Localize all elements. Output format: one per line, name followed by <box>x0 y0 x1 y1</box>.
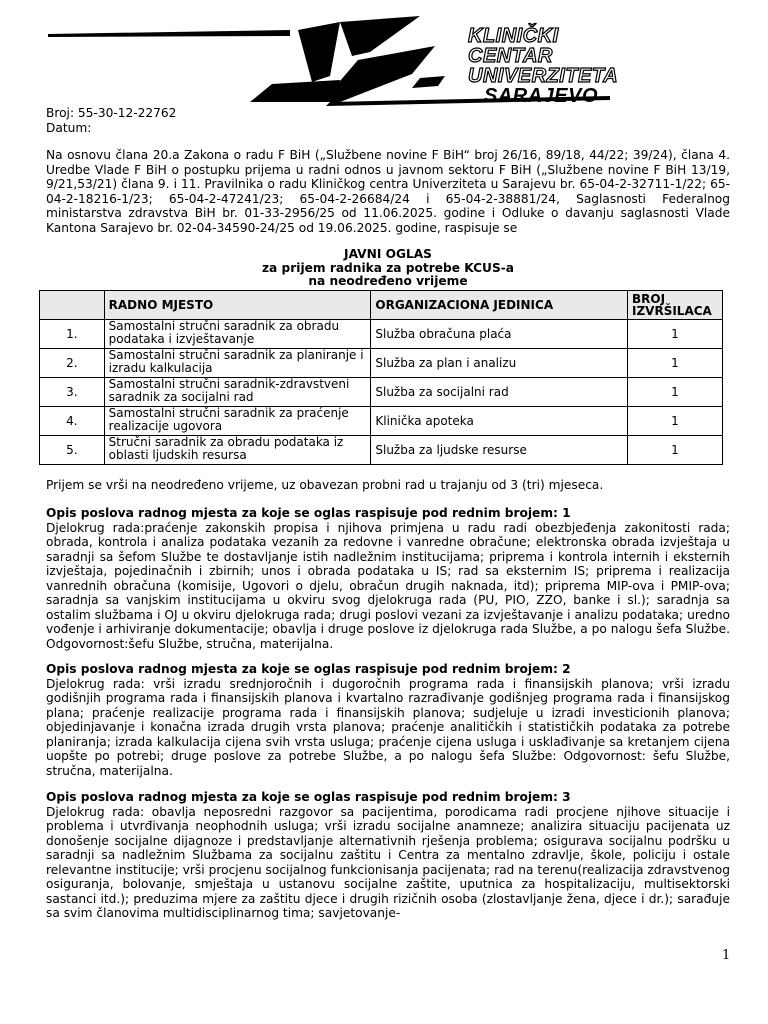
section-1-body: Djelokrug rada:praćenje zakonskih propisa i njihova primjena u radu radi obezbjeđenja zakonitosti rada; obrada, kontrola i analiza podataka vezanih za redovne i vanredne obračune; elektronska obrada izvještaja u saradnji sa šefom Službe te dostavljanje istih nadležnim institucijama; priprema i kontrola internih i eksternih izvještaja, pojedinačnih i zbirnih; unos i obrada podataka u IS; rad sa eksternim IS; priprema i realizacija vanrednih obračuna (komisije, Ugovori o djelu, obračun drugih naknada, itd); priprema MIP-ova i PMIP-ova; saradnja sa vanjskim institucijama u okviru svog djelokruga rada (PU, PIO, ZZO, banke i sl.); saradnja sa ostalim službama i OJ u okviru djelokruga rada; drugi poslovi vezani za izvještavanje i analizu podataka; uredno vođenje i arhiviranje dokumentacije; obavlja i druge poslove iz djelokruga rada Službe, a po nalogu šefa Službe. Odgovornost:šefu Službe, stručna, materijalna. <box>46 520 730 651</box>
heading-title: JAVNI OGLAS <box>344 247 432 261</box>
page-number: 1 <box>722 948 731 963</box>
intro-paragraph: Na osnovu člana 20.a Zakona o radu F BiH („Službene novine F BiH“ broj 26/16, 89/18, 44/22; 39/24), člana 4. Uredbe Vlade F BiH o postupku prijema u radni odnos u javnom sektoru F BiH („Službene novine F BiH 13/19, 9/21,53/21) člana 9. i 11. Pravilnika o radu Kliničkog centra Univerziteta u Sarajevu br. 65-04-2-32711-1/22; 65-04-2-18216-1/23; 65-04-2-47241/23; 65-04-2-26684/24 i 65-04-2-38881/24, Saglasnosti Federalnog ministarstva zdravstva BiH br. 01-33-2956/25 od 11.06.2025. godine i Odluke o davanju saglasnosti Vlade Kantona Sarajevo br. 02-04-34590-24/25 od 19.06.2025. godine, raspisuje se <box>46 148 730 235</box>
row-number: 1. <box>40 320 105 349</box>
logo-line-1: KLINIČKI <box>468 25 559 47</box>
row-position: Samostalni stručni saradnik za obradu podataka i izvještavanje <box>104 320 371 349</box>
reference-date: Datum: <box>46 121 92 135</box>
heading-term: na neodređeno vrijeme <box>308 274 468 288</box>
reference-number: Broj: 55-30-12-22762 <box>46 106 177 120</box>
logo-line-3: UNIVERZITETA <box>468 65 619 87</box>
logo-line-4: SARAJEVO <box>484 85 599 107</box>
row-position: Samostalni stručni saradnik za planiranje i izradu kalkulacija <box>104 349 371 378</box>
section-2 <box>46 662 730 778</box>
row-number: 2. <box>40 349 105 378</box>
row-count: 1 <box>628 320 723 349</box>
row-number: 5. <box>40 436 105 465</box>
positions-table <box>39 290 723 465</box>
section-3-body: Djelokrug rada: obavlja neposredni razgovor sa pacijentima, porodicama radi procjene njihove situacije i problema i utvrđivanja neophodnih usluga; vrši izradu socijalne anamneze; analizira situaciju pacijenata uz donošenje socijalne dijagnoze i predstavljanje alternativnih rješenja problema; osigurava socijalnu podršku u saradnji sa nadležnim Službama za socijalnu zaštitu i Centra za mentalno zdravlje, škole, policiju i ostale relevantne institucije; vrši procjenu socijalnog funkcionisanja pacijenata; rad na terenu(realizacija zdravstvenog osiguranja, bolovanje, smještaja u ustanovu socijalne zaštite, uputnica za hospitalizaciju, multisektorski sastanci itd.); preduzima mjere za zaštitu djece i drugih rizičnih osoba (zlostavljanje žena, djece i dr.); sarađuje sa svim članovima multidisciplinarnog tima; savjetovanje- <box>46 804 730 920</box>
section-1-title: Opis poslova radnog mjesta za koje se oglas raspisuje pod rednim brojem: 1 <box>46 506 571 520</box>
header-position: RADNO MJESTO <box>104 291 371 320</box>
section-3 <box>46 790 730 921</box>
table-row <box>40 349 723 378</box>
document-reference <box>46 106 176 136</box>
header-number <box>40 291 105 320</box>
logo-line-2: CENTAR <box>468 45 553 67</box>
row-count: 1 <box>628 407 723 436</box>
row-position: Samostalni stručni saradnik za praćenje realizacije ugovora <box>104 407 371 436</box>
row-count: 1 <box>628 436 723 465</box>
row-number: 3. <box>40 378 105 407</box>
section-3-title: Opis poslova radnog mjesta za koje se oglas raspisuje pod rednim brojem: 3 <box>46 790 571 804</box>
row-unit: Služba za plan i analizu <box>371 349 628 378</box>
table-row <box>40 378 723 407</box>
heading-subtitle: za prijem radnika za potrebe KCUS-a <box>261 260 515 275</box>
table-row <box>40 407 723 436</box>
row-unit: Služba za socijalni rad <box>371 378 628 407</box>
header-count: BROJ IZVRŠILACA <box>628 291 723 320</box>
row-position: Samostalni stručni saradnik-zdravstveni saradnik za socijalni rad <box>104 378 371 407</box>
table-header-row <box>40 291 723 320</box>
row-unit: Služba za ljudske resurse <box>371 436 628 465</box>
row-unit: Klinička apoteka <box>371 407 628 436</box>
header-unit: ORGANIZACIONA JEDINICA <box>371 291 628 320</box>
announcement-heading <box>46 248 730 289</box>
row-position: Stručni saradnik za obradu podataka iz oblasti ljudskih resursa <box>104 436 371 465</box>
row-count: 1 <box>628 349 723 378</box>
section-1 <box>46 506 730 651</box>
table-row <box>40 320 723 349</box>
row-unit: Služba obračuna plaća <box>371 320 628 349</box>
section-2-body: Djelokrug rada: vrši izradu srednjoročnih i dugoročnih programa rada i finansijskih planova; vrši izradu godišnjih programa rada i finansijskih planova i kvartalno razrađivanje godišnjeg programa rada i finansijskog plana; praćenje realizacije programa rada i finansijskih planova; sudjeluje u izradi investicionih planova; objedinjavanje i konačna izrada drugih vrsta planova; praćenje analitičkih i statističkih podataka za potrebe planiranja; izrada kalkulacija cijena svih vrsta usluga; praćenje cijena usluga i usklađivanje sa kretanjem cijena uopšte po potrebi; druge poslove za potrebe Službe, a po nalogu šefa Službe: Odgovornost: šefu Službe, stručna, materijalna. <box>46 676 730 778</box>
probation-paragraph: Prijem se vrši na neodređeno vrijeme, uz obavezan probni rad u trajanju od 3 (tri) mjeseca. <box>46 478 604 492</box>
row-count: 1 <box>628 378 723 407</box>
section-2-title: Opis poslova radnog mjesta za koje se oglas raspisuje pod rednim brojem: 2 <box>46 662 571 676</box>
kcus-logo <box>40 16 619 107</box>
table-row <box>40 436 723 465</box>
row-number: 4. <box>40 407 105 436</box>
